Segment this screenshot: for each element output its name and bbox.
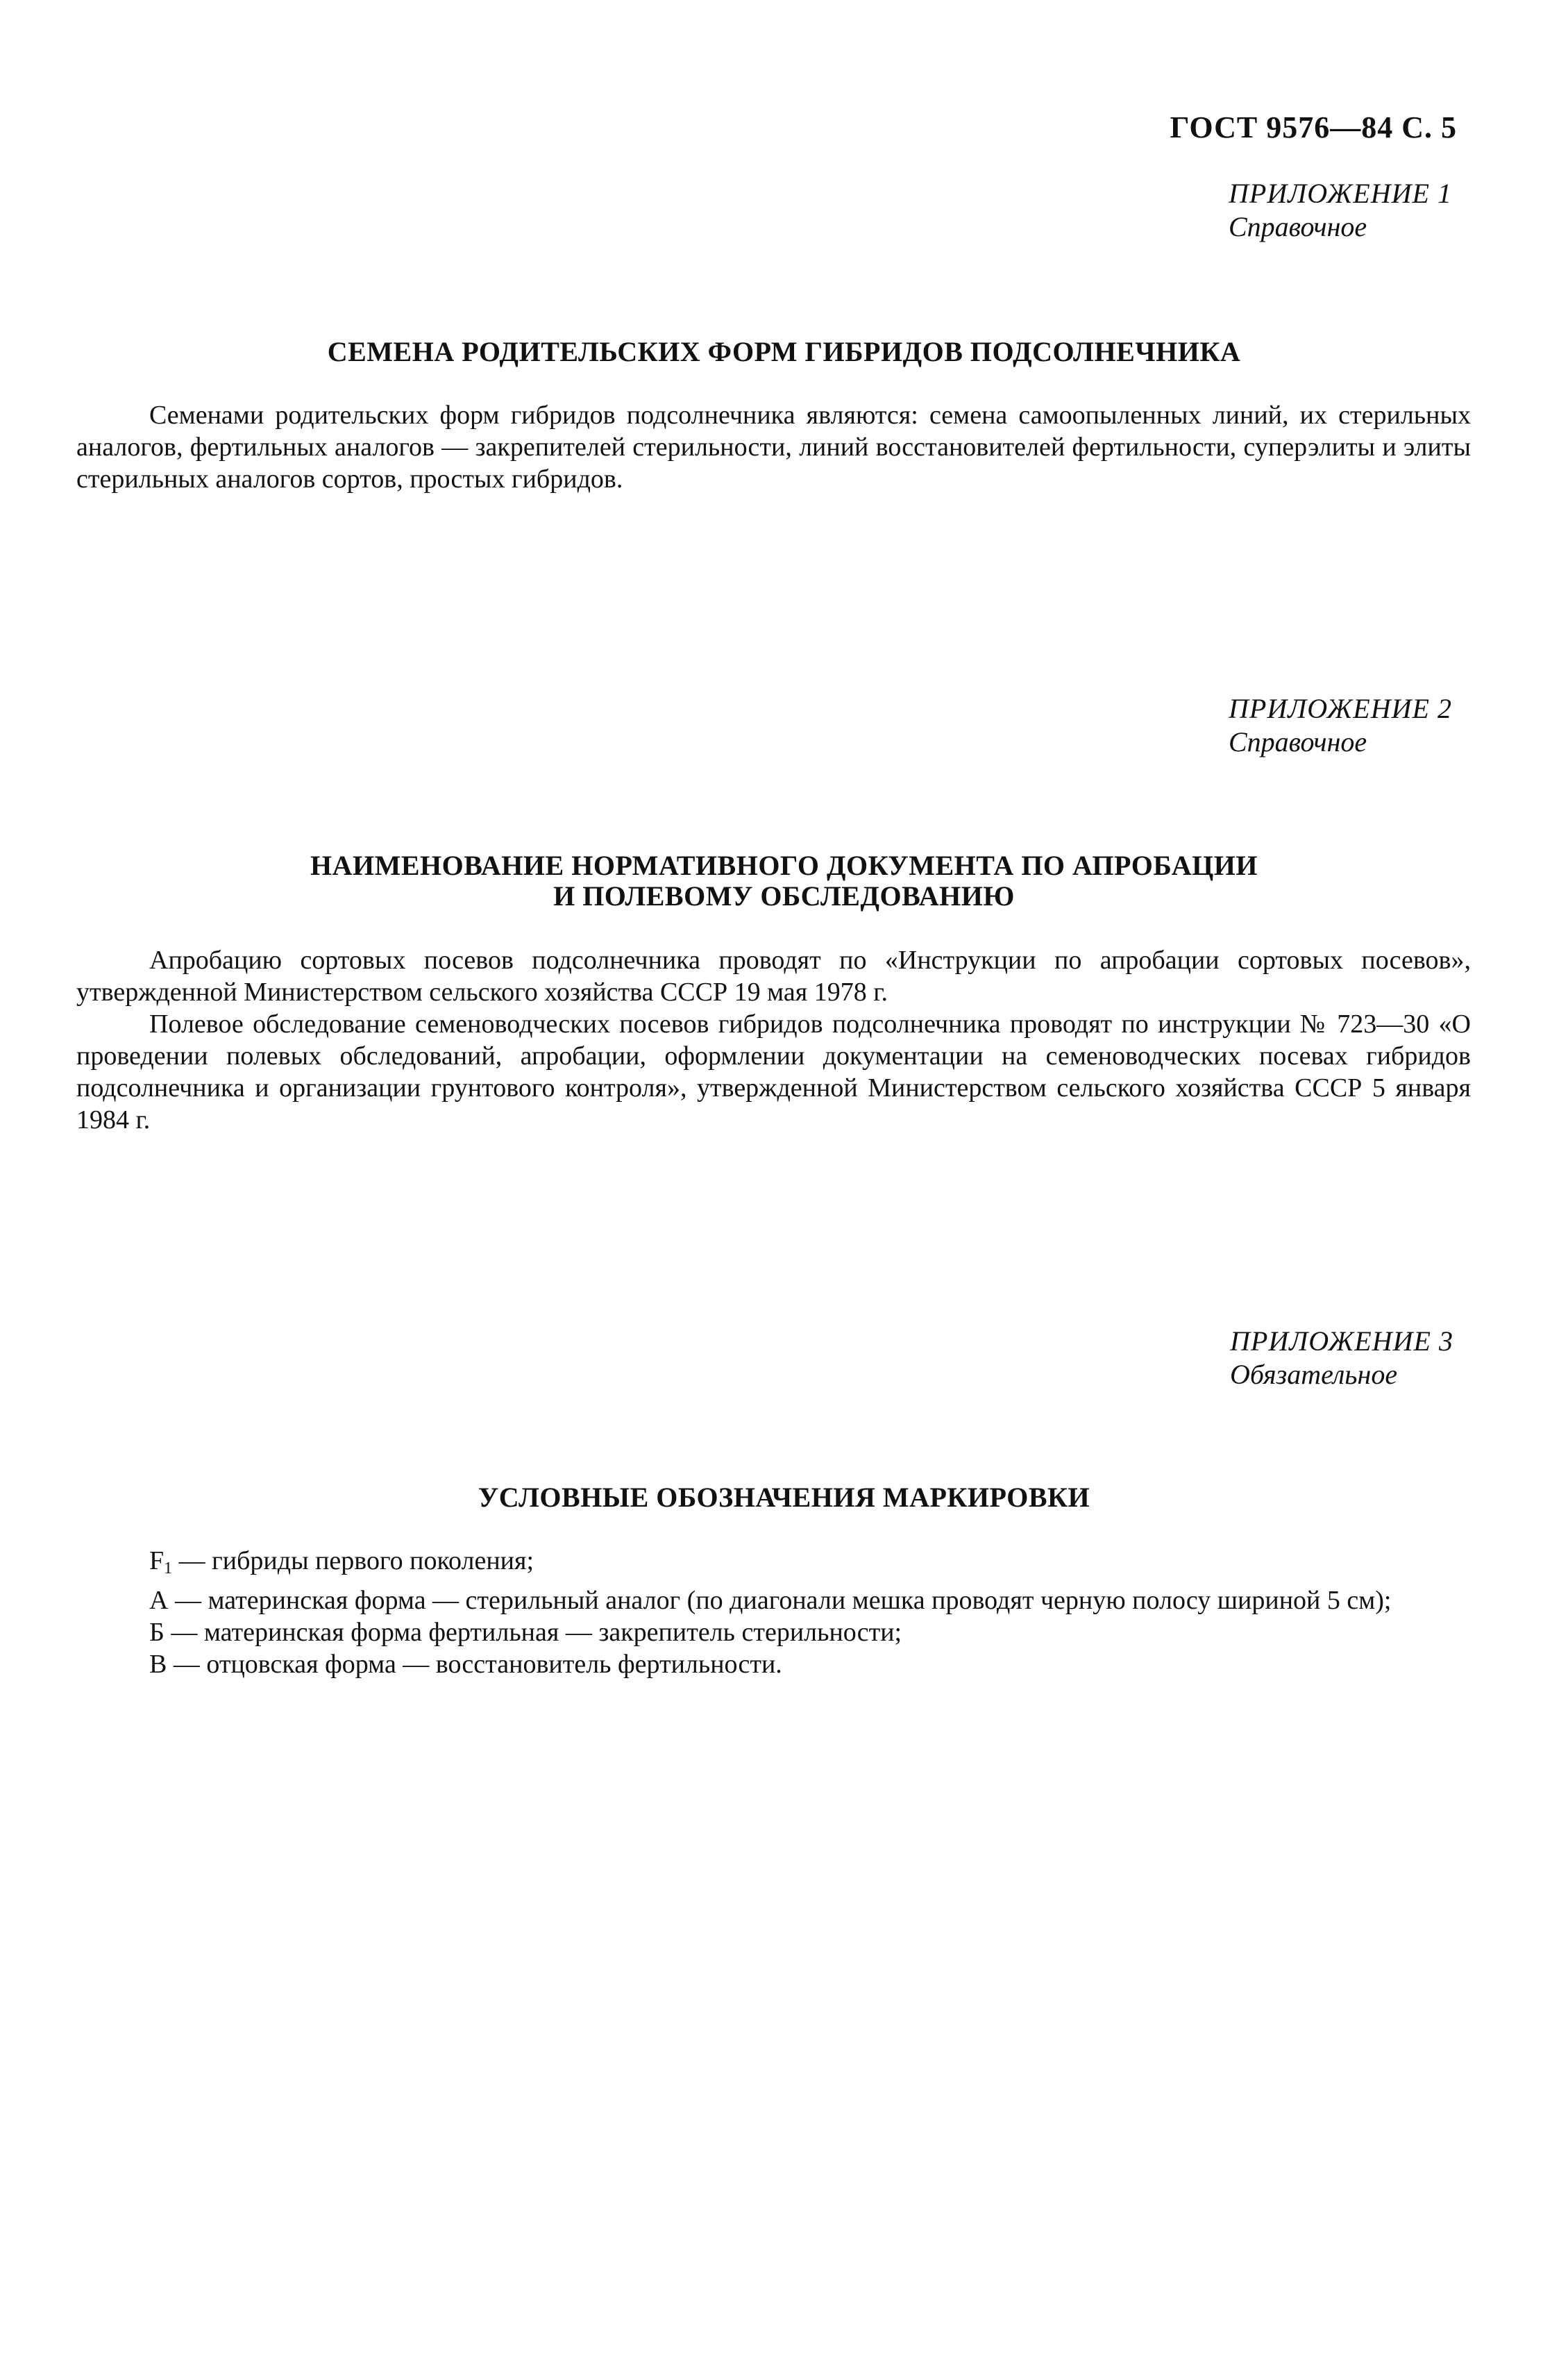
- appendix-2-number: ПРИЛОЖЕНИЕ 2: [1229, 693, 1452, 724]
- marking-item-b: Б — материнская форма фертильная — закрепитель стерильности;: [149, 1618, 902, 1647]
- page-header: ГОСТ 9576—84 С. 5: [1170, 110, 1457, 144]
- appendix-2-title-line-2: И ПОЛЕВОМУ ОБСЛЕДОВАНИЮ: [553, 880, 1015, 912]
- appendix-2-kind: Справочное: [1229, 726, 1367, 757]
- f1-symbol: F: [149, 1546, 165, 1575]
- appendix-2-body: [76, 944, 1471, 1136]
- appendix-1-label: [1229, 177, 1452, 244]
- marking-item-v: В — отцовская форма — восстановитель фертильности.: [149, 1650, 782, 1679]
- appendix-3-kind: Обязательное: [1230, 1359, 1398, 1390]
- f1-subscript: 1: [164, 1559, 173, 1577]
- marking-list: [76, 1545, 1471, 1680]
- appendix-1-kind: Справочное: [1229, 211, 1367, 242]
- appendix-2-paragraph-2: Полевое обследование семеноводческих посевов гибридов подсолнечника проводят по инструкции № 723—30 «О проведении полевых обследований, апробации, оформлении документации на семеноводческих посевах гибридов подсолнечника и организации грунтового контроля», утвержденной Министерством сельского хозяйства СССР 5 января 1984 г.: [76, 1010, 1471, 1134]
- appendix-2-label: [1229, 692, 1452, 759]
- appendix-2-title: [76, 851, 1492, 912]
- appendix-1-title-text: СЕМЕНА РОДИТЕЛЬСКИХ ФОРМ ГИБРИДОВ ПОДСОЛНЕЧНИКА: [327, 336, 1241, 367]
- appendix-1-number: ПРИЛОЖЕНИЕ 1: [1229, 178, 1452, 209]
- marking-item-f1: [76, 1545, 1471, 1584]
- appendix-3-title-text: УСЛОВНЫЕ ОБОЗНАЧЕНИЯ МАРКИРОВКИ: [478, 1482, 1090, 1513]
- appendix-1-title: [76, 337, 1492, 367]
- appendix-2-paragraph-1: Апробацию сортовых посевов подсолнечника проводят по «Инструкции по апробации сортовых посевов», утвержденной Министерством сельского хозяйства СССР 19 мая 1978 г.: [76, 946, 1471, 1007]
- appendix-3-title: [76, 1482, 1492, 1513]
- appendix-3-label: [1230, 1325, 1453, 1391]
- marking-item-a: А — материнская форма — стерильный аналог (по диагонали мешка проводят черную полосу шириной 5 см);: [149, 1586, 1392, 1615]
- f1-description: — гибриды первого поколения;: [172, 1546, 534, 1575]
- appendix-1-paragraph: Семенами родительских форм гибридов подсолнечника являются: семена самоопыленных линий, их стерильных аналогов, фертильных аналогов — закрепителей стерильности, линий восстановителей фертильности, суперэлиты и элиты стерильных аналогов сортов, простых гибридов.: [76, 401, 1471, 494]
- appendix-3-number: ПРИЛОЖЕНИЕ 3: [1230, 1325, 1453, 1357]
- appendix-2-title-line-1: НАИМЕНОВАНИЕ НОРМАТИВНОГО ДОКУМЕНТА ПО АПРОБАЦИИ: [310, 850, 1258, 881]
- appendix-1-body: [76, 399, 1471, 495]
